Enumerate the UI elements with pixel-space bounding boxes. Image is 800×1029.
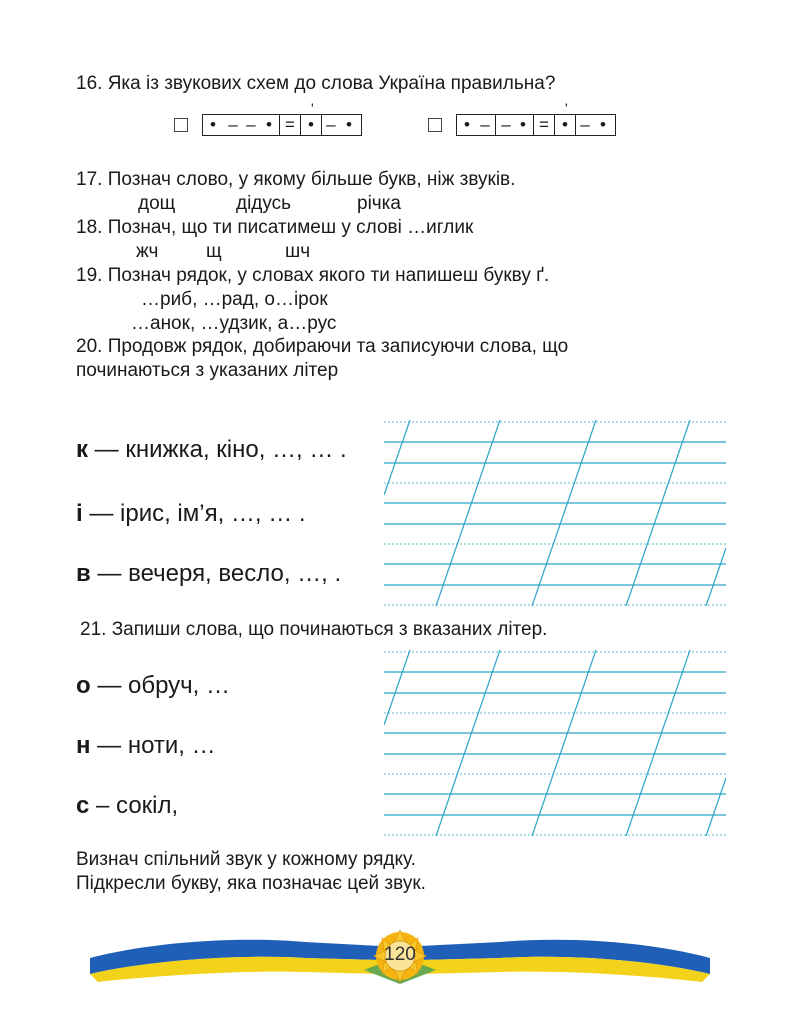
option-row-2[interactable]: …анок, …удзик, а…рус <box>131 313 337 334</box>
question-21: 21. Запиши слова, що починаються з вказаних літер. <box>80 619 548 640</box>
row-words: — ірис, ім’я, …, … . <box>82 500 306 527</box>
row-letter: н <box>76 732 91 759</box>
scheme-symbol: = <box>539 115 549 134</box>
row-i <box>76 500 306 528</box>
row-words: — книжка, кіно, …, … . <box>88 436 347 463</box>
scheme-divider <box>533 115 534 135</box>
row-letter: в <box>76 560 91 587</box>
scheme-symbol: • <box>266 115 272 134</box>
row-words: – сокіл, <box>89 792 179 819</box>
row-s <box>76 792 178 820</box>
scheme-symbol: • <box>308 115 314 134</box>
row-k <box>76 436 347 464</box>
row-words: — обруч, … <box>90 672 231 699</box>
question-16: 16. Яка із звукових схем до слова Україна правильна? <box>76 73 556 94</box>
scheme-symbol: = <box>285 115 295 134</box>
question-19: 19. Познач рядок, у словах якого ти напишеш букву ґ. <box>76 265 550 286</box>
task-line-1: Визнач спільний звук у кожному рядку. <box>76 849 416 870</box>
page-number: 120 <box>384 944 416 965</box>
option-row-1[interactable]: …риб, …рад, о…ірок <box>141 289 328 310</box>
option-shch[interactable]: щ <box>206 241 222 262</box>
scheme-symbol: • <box>600 115 606 134</box>
row-n <box>76 732 216 760</box>
writing-grid-21[interactable] <box>384 650 726 836</box>
scheme-divider <box>321 115 322 135</box>
scheme-symbol: – <box>246 115 256 134</box>
scheme-symbol: • <box>562 115 568 134</box>
sound-scheme-b <box>456 100 616 136</box>
row-words: — вечеря, весло, …, . <box>90 560 342 587</box>
scheme-symbol: • <box>464 115 470 134</box>
scheme-symbol: – <box>580 115 590 134</box>
sound-scheme-a <box>202 100 362 136</box>
option-didus[interactable]: дідусь <box>236 193 292 214</box>
row-o <box>76 672 230 700</box>
writing-grid-20[interactable] <box>384 420 726 606</box>
scheme-symbol: – <box>501 115 511 134</box>
scheme-symbol: – <box>326 115 336 134</box>
question-18: 18. Познач, що ти писатимеш у слові …иглик <box>76 217 474 238</box>
row-letter: с <box>76 792 90 819</box>
accent-mark: ʹ <box>311 100 314 116</box>
scheme-symbol: • <box>520 115 526 134</box>
option-richka[interactable]: річка <box>357 193 401 214</box>
accent-mark: ʹ <box>565 100 568 116</box>
checkbox-a[interactable] <box>174 118 188 132</box>
scheme-symbol: • <box>346 115 352 134</box>
question-17: 17. Познач слово, у якому більше букв, ніж звуків. <box>76 169 516 190</box>
scheme-divider <box>300 115 301 135</box>
row-letter: о <box>76 672 91 699</box>
scheme-symbol: – <box>480 115 490 134</box>
row-letter: к <box>76 436 89 463</box>
option-zhch[interactable]: жч <box>136 241 159 262</box>
scheme-symbol: • <box>210 115 216 134</box>
row-letter: і <box>76 500 83 527</box>
task-line-2: Підкресли букву, яка позначає цей звук. <box>76 873 426 894</box>
scheme-divider <box>575 115 576 135</box>
scheme-divider <box>279 115 280 135</box>
row-v <box>76 560 341 588</box>
checkbox-b[interactable] <box>428 118 442 132</box>
option-shch2[interactable]: шч <box>285 241 311 262</box>
question-20-line-1: 20. Продовж рядок, добираючи та записуючи слова, що <box>76 336 569 357</box>
row-words: — ноти, … <box>90 732 216 759</box>
scheme-symbol: – <box>228 115 238 134</box>
option-dosch[interactable]: дощ <box>138 193 176 214</box>
scheme-divider <box>495 115 496 135</box>
question-20-line-2: починаються з указаних літер <box>76 360 339 381</box>
scheme-divider <box>554 115 555 135</box>
